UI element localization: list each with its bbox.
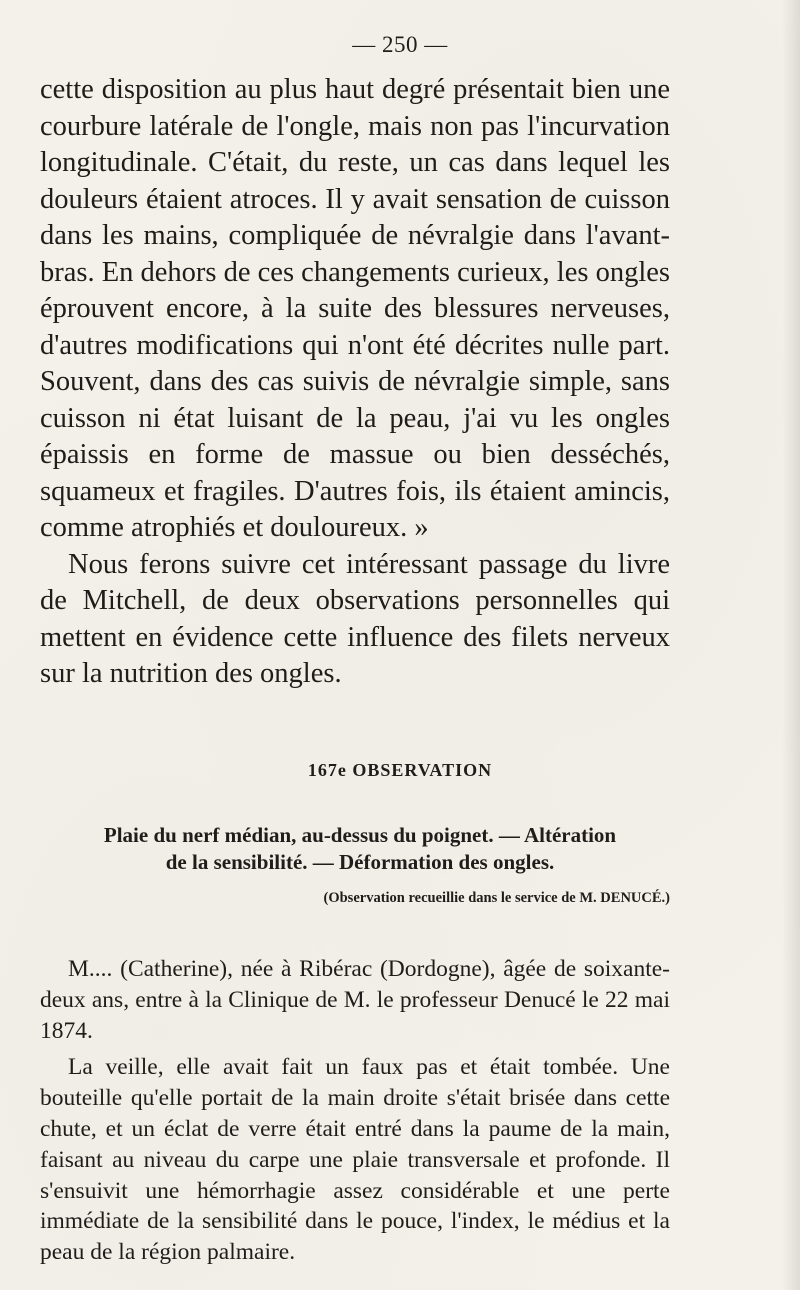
page-number: — 250 — — [352, 32, 448, 57]
paragraph-patient-admission: M.... (Catherine), née à Ribérac (Dordogne), âgée de soixante-deux ans, entre à la Clinique de M. le professeur Denucé le 22 mai 1874. — [40, 956, 670, 1044]
upper-text-block — [40, 72, 670, 693]
paragraph-introduction: Nous ferons suivre cet intéressant passage du livre de Mitchell, de deux observations personnelles qui mettent en évidence cette influence des filets nerveux sur la nutrition des ongles. — [40, 548, 670, 689]
observation-title — [60, 822, 660, 876]
paragraph-quote-end: cette disposition au plus haut degré présentait bien une courbure latérale de l'ongle, mais non pas l'incurvation longitudinale. C'était, du reste, un cas dans lequel les douleurs étaient atroces. Il y avait sensation de cuisson dans les mains, compliquée de névralgie dans l'avant-bras. En dehors de ces changements curieux, les ongles éprouvent encore, à la suite des blessures nerveuses, d'autres modifications qui n'ont été décrites nulle part. Souvent, dans des cas suivis de névralgie simple, sans cuisson ni état luisant de la peau, j'ai vu les ongles épaissis en forme de massue ou bien desséchés, squameux et fragiles. D'autres fois, ils étaient amincis, comme atrophiés et douloureux. » — [40, 74, 670, 543]
observation-title-line-1: Plaie du nerf médian, au-dessus du poignet. — Altération — [103, 823, 617, 847]
observation-heading: 167e OBSERVATION — [307, 760, 493, 780]
observation-source: (Observation recueillie dans le service de M. DENUCÉ.) — [323, 890, 670, 906]
lower-text-block — [40, 954, 670, 1268]
observation-title-line-2: de la sensibilité. — Déformation des ongles. — [165, 850, 555, 874]
paragraph-injury-description: La veille, elle avait fait un faux pas et était tombée. Une bouteille qu'elle portait de la main droite s'était brisée dans cette chute, et un éclat de verre était entré dans la paume de la main, faisant au niveau du carpe une plaie transversale et profonde. Il s'ensuivit une hémorrhagie assez considérable et une perte immédiate de la sensibilité dans le pouce, l'index, le médius et la peau de la région palmaire. — [40, 1054, 670, 1266]
